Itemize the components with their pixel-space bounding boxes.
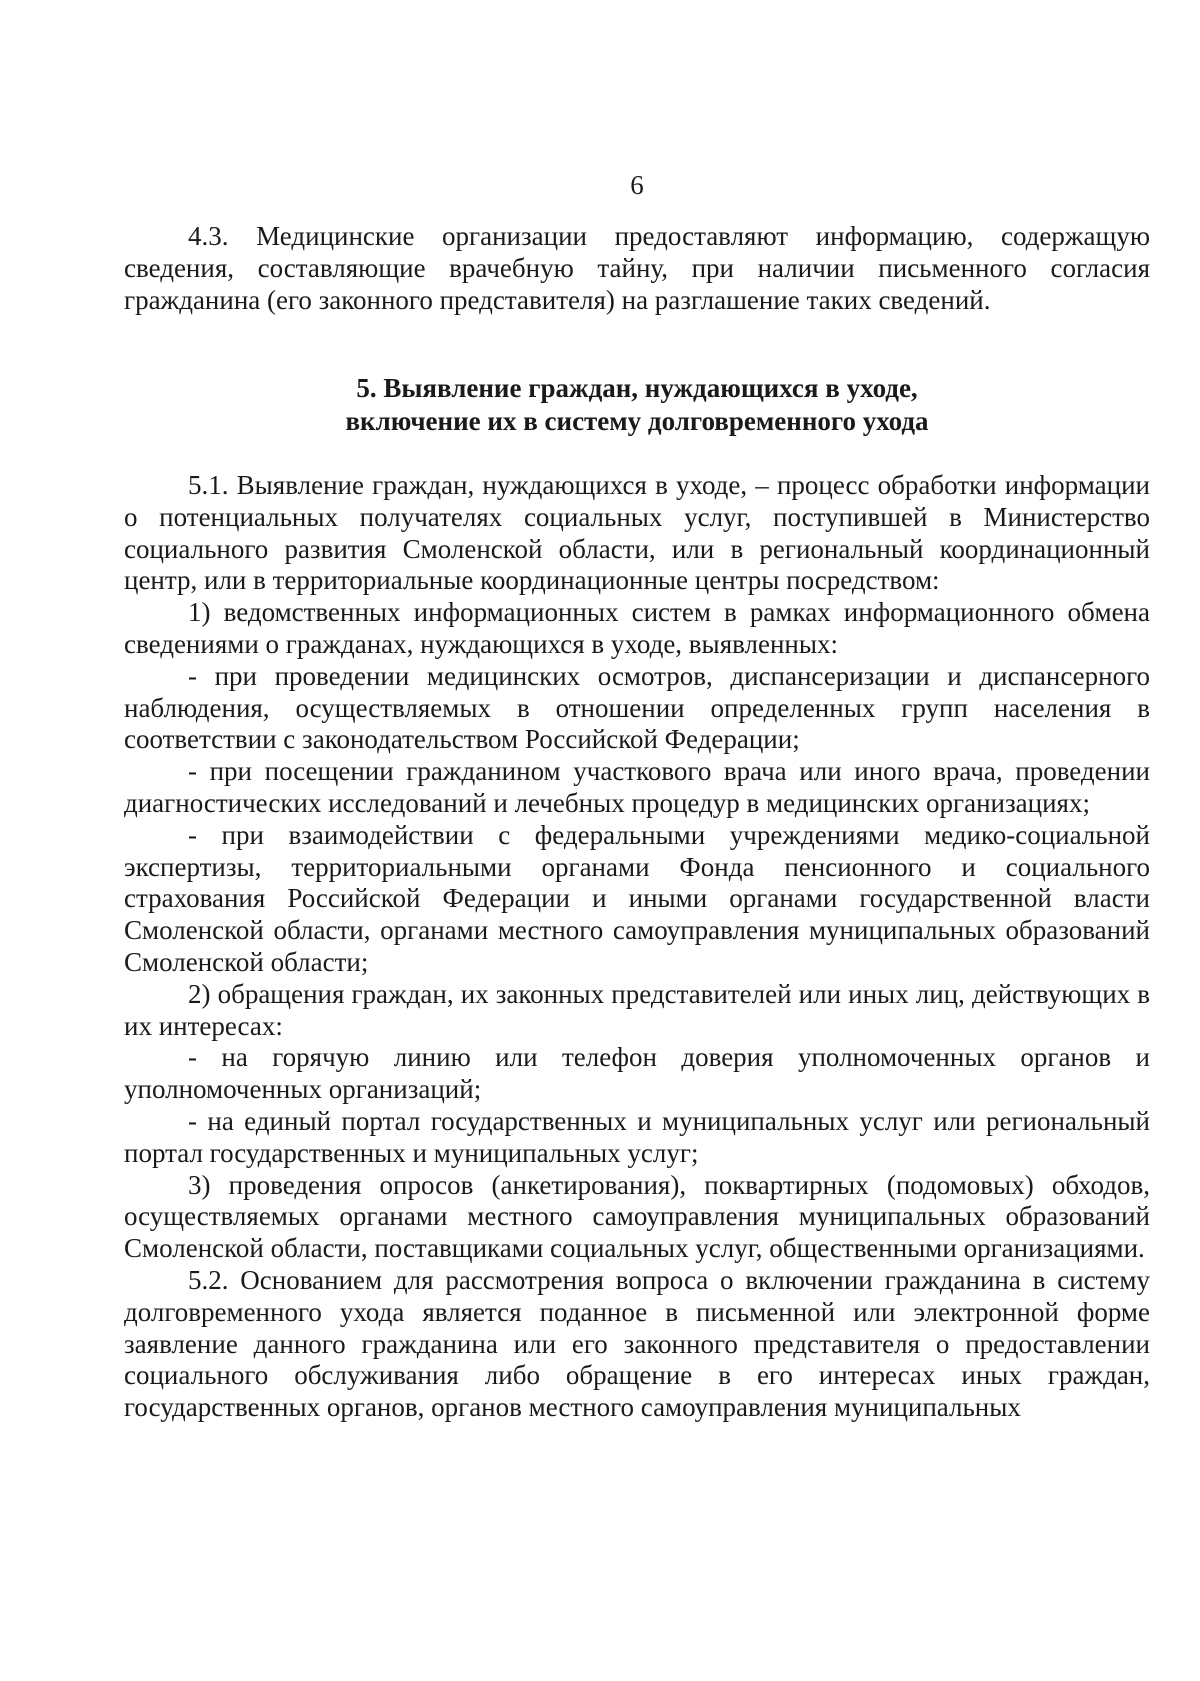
section-5-body xyxy=(124,470,1150,1424)
paragraph-5-1: 5.1. Выявление граждан, нуждающихся в уходе, – процесс обработки информации о потенциальных получателях социальных услуг, поступившей в Министерство социального развития Смоленской области, или в региональный координационный центр, или в территориальные координационные центры посредством: xyxy=(124,470,1150,596)
sub-item-federal-interaction: - при взаимодействии с федеральными учреждениями медико-социальной экспертизы, территориальными органами Фонда пенсионного и социального страхования Российской Федерации и иными органами государственной власти Смоленской области, органами местного самоуправления муниципальных образований Смоленской области; xyxy=(124,819,1150,977)
list-item-3: 3) проведения опросов (анкетирования), поквартирных (подомовых) обходов, осуществляемых органами местного самоуправления муниципальных образований Смоленской области, поставщиками социальных услуг, общественными организациями. xyxy=(124,1169,1150,1264)
sub-item-doctor-visit: - при посещении гражданином участкового врача или иного врача, проведении диагностических исследований и лечебных процедур в медицинских организациях; xyxy=(124,756,1150,818)
sub-item-portal: - на единый портал государственных и муниципальных услуг или региональный портал государственных и муниципальных услуг; xyxy=(124,1105,1150,1168)
page-number: 6 xyxy=(630,170,644,200)
sub-item-medical-exams: - при проведении медицинских осмотров, диспансеризации и диспансерного наблюдения, осуществляемых в отношении определенных групп населения в соответствии с законодательством Российской Федерации; xyxy=(124,660,1150,755)
sub-item-hotline: - на горячую линию или телефон доверия уполномоченных органов и уполномоченных организаций; xyxy=(124,1042,1150,1105)
section-4-block xyxy=(124,220,1150,316)
paragraph-5-2: 5.2. Основанием для рассмотрения вопроса о включении гражданина в систему долговременного ухода является поданное в письменной или электронной форме заявление данного гражданина или его законного представителя о предоставлении социального обслуживания либо обращение в его интересах иных граждан, государственных органов, органов местного самоуправления муниципальных xyxy=(124,1264,1150,1423)
list-item-2: 2) обращения граждан, их законных представителей или иных лиц, действующих в их интересах: xyxy=(124,978,1150,1041)
list-item-1: 1) ведомственных информационных систем в рамках информационного обмена сведениями о гражданах, нуждающихся в уходе, выявленных: xyxy=(124,597,1150,659)
heading-line-1: 5. Выявление граждан, нуждающихся в уходе, xyxy=(356,373,918,403)
heading-line-2: включение их в систему долговременного ухода xyxy=(345,406,929,436)
paragraph-4-3: 4.3. Медицинские организации предоставляют информацию, содержащую сведения, составляющие врачебную тайну, при наличии письменного согласия гражданина (его законного представителя) на разглашение таких сведений. xyxy=(124,221,1150,315)
section-5-heading xyxy=(124,372,1150,438)
